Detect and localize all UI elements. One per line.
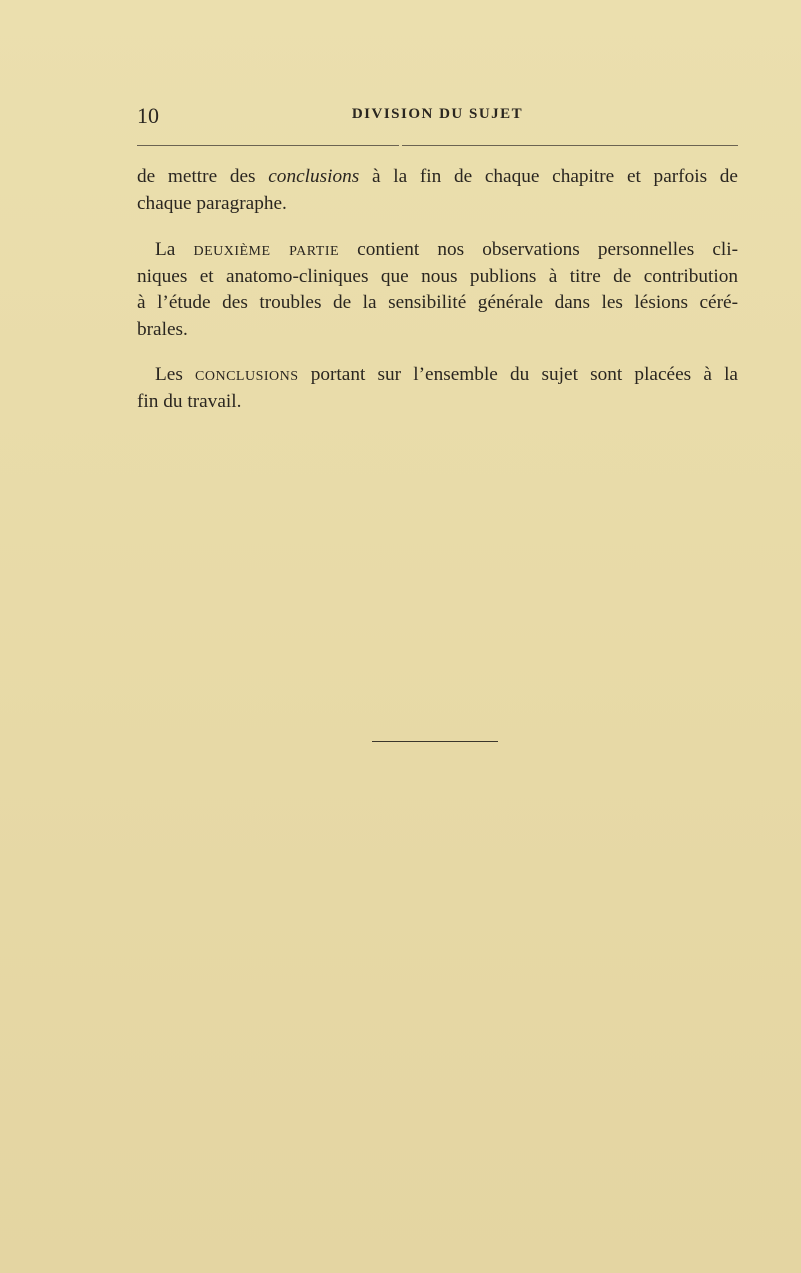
- text-line: Les conclusions portant sur l’ensemble du sujet sont placées à la: [155, 364, 738, 385]
- running-header: [137, 103, 738, 129]
- section-end-rule: [372, 741, 498, 742]
- paragraph-3: [137, 362, 738, 415]
- paragraph-1: [137, 164, 738, 217]
- paragraph-2: [137, 237, 738, 343]
- page-number: 10: [137, 103, 159, 128]
- emphasis: conclusions: [268, 166, 360, 187]
- text-line: fin du travail.: [137, 390, 242, 412]
- header-rule-right: [402, 145, 738, 146]
- text-line: niques et anatomo-cliniques que nous publions à titre de contribution: [137, 265, 738, 287]
- text-line: chaque paragraphe.: [137, 192, 287, 214]
- header-rule-left: [137, 145, 399, 146]
- text-line: à l’étude des troubles de la sensibilité générale dans les lésions céré-: [137, 292, 738, 313]
- small-caps: conclusions: [195, 364, 299, 385]
- text-line: brales.: [137, 318, 188, 340]
- text-line: de mettre des conclusions à la fin de chaque chapitre et parfois de: [137, 166, 738, 187]
- text-line: La deuxième partie contient nos observations personnelles cli-: [155, 239, 739, 260]
- running-title: DIVISION DU SUJET: [351, 106, 524, 122]
- small-caps: deuxième partie: [193, 239, 340, 260]
